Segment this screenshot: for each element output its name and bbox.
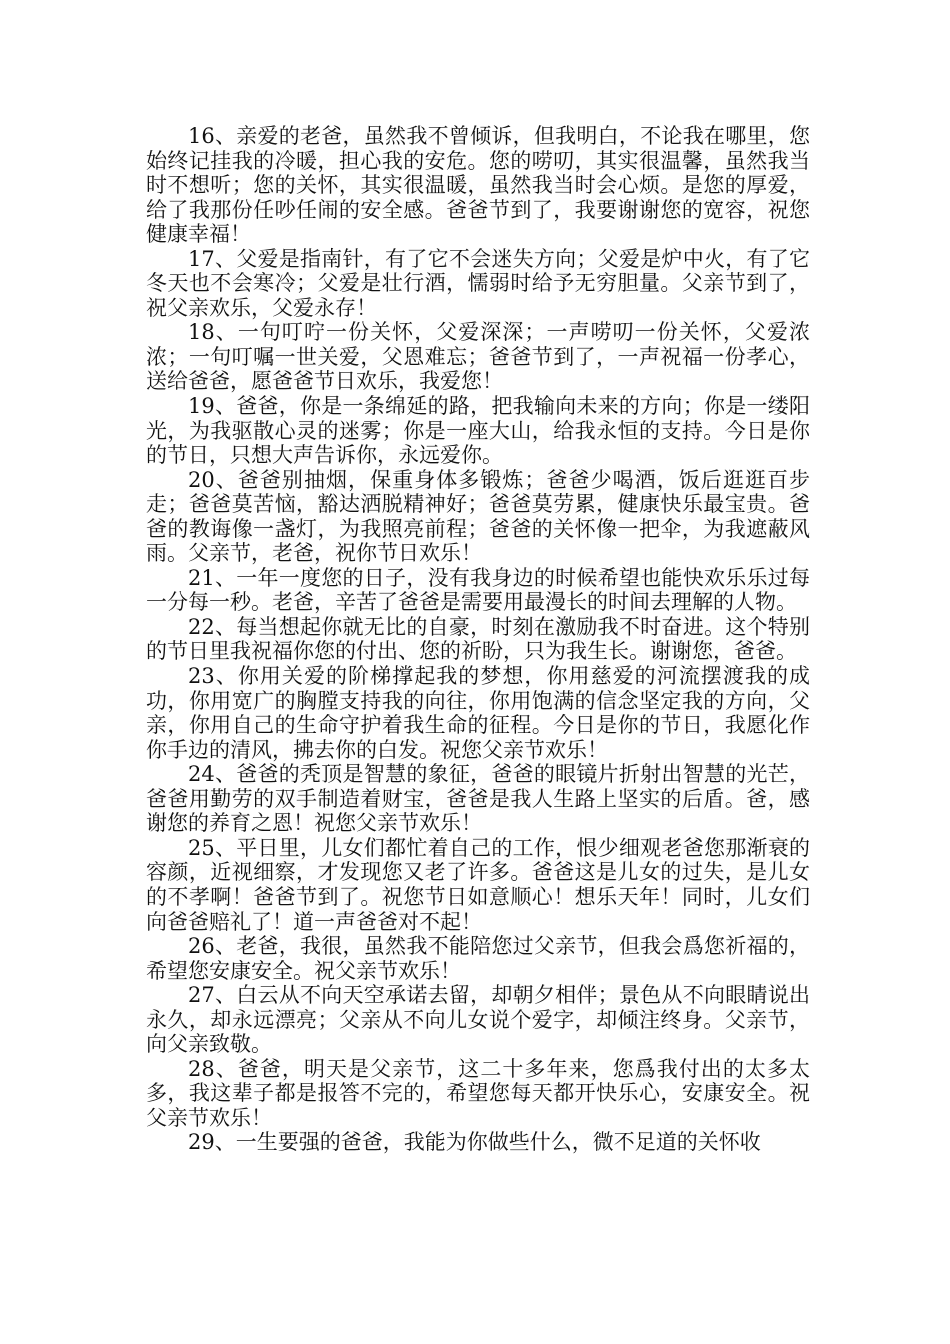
paragraph-18: 18、一句叮咛一份关怀，父爱深深；一声唠叨一份关怀，父爱浓浓；一句叮嘱一世关爱，父恩难忘；爸爸节到了，一声祝福一份孝心，送给爸爸，愿爸爸节日欢乐，我爱您！: [146, 320, 810, 394]
paragraph-19: 19、爸爸，你是一条绵延的路，把我输向未来的方向；你是一缕阳光，为我驱散心灵的迷雾；你是一座大山，给我永恒的支持。今日是你的节日，只想大声告诉你，永远爱你。: [146, 394, 810, 468]
paragraph-27: 27、白云从不向天空承诺去留，却朝夕相伴；景色从不向眼睛说出永久，却永远漂亮；父亲从不向儿女说个爱字，却倾注终身。父亲节，向父亲致敬。: [146, 983, 810, 1057]
paragraph-20: 20、爸爸别抽烟，保重身体多锻炼；爸爸少喝酒，饭后逛逛百步走；爸爸莫苦恼，豁达洒脱精神好；爸爸莫劳累，健康快乐最宝贵。爸爸的教诲像一盏灯，为我照亮前程；爸爸的关怀像一把伞，为我遮蔽风雨。父亲节，老爸，祝你节日欢乐！: [146, 467, 810, 566]
paragraph-24: 24、爸爸的秃顶是智慧的象征，爸爸的眼镜片折射出智慧的光芒，爸爸用勤劳的双手制造着财宝，爸爸是我人生路上坚实的后盾。爸，感谢您的养育之恩！祝您父亲节欢乐！: [146, 762, 810, 836]
paragraph-16: 16、亲爱的老爸，虽然我不曾倾诉，但我明白，不论我在哪里，您始终记挂我的冷暖，担心我的安危。您的唠叨，其实很温馨，虽然我当时不想听；您的关怀，其实很温暖，虽然我当时会心烦。是您的厚爱，给了我那份任吵任闹的安全感。爸爸节到了，我要谢谢您的宽容，祝您健康幸福！: [146, 124, 810, 247]
document-body: [146, 124, 810, 1155]
paragraph-22: 22、每当想起你就无比的自豪，时刻在激励我不时奋进。这个特别的节日里我祝福你您的付出、您的祈盼，只为我生长。谢谢您，爸爸。: [146, 614, 810, 664]
paragraph-21: 21、一年一度您的日子，没有我身边的时候希望也能快欢乐乐过每一分每一秒。老爸，辛苦了爸爸是需要用最漫长的时间去理解的人物。: [146, 565, 810, 615]
paragraph-17: 17、父爱是指南针，有了它不会迷失方向；父爱是炉中火，有了它冬天也不会寒冷；父爱是壮行酒，懦弱时给予无穷胆量。父亲节到了，祝父亲欢乐，父爱永存！: [146, 246, 810, 320]
paragraph-29: 29、一生要强的爸爸，我能为你做些什么，微不足道的关怀收: [188, 1130, 761, 1155]
paragraph-25: 25、平日里，儿女们都忙着自己的工作，恨少细观老爸您那渐衰的容颜，近视细察，才发现您又老了许多。爸爸这是儿女的过失，是儿女的不孝啊！爸爸节到了。祝您节日如意顺心！想乐天年！同时，儿女们向爸爸赔礼了！道一声爸爸对不起！: [146, 835, 810, 934]
paragraph-23: 23、你用关爱的阶梯撑起我的梦想，你用慈爱的河流摆渡我的成功，你用宽广的胸膛支持我的向往，你用饱满的信念坚定我的方向，父亲，你用自己的生命守护着我生命的征程。今日是你的节日，我愿化作你手边的清风，拂去你的白发。祝您父亲节欢乐！: [146, 664, 810, 762]
paragraph-26: 26、老爸，我很，虽然我不能陪您过父亲节，但我会爲您祈福的，希望您安康安全。祝父亲节欢乐！: [146, 934, 810, 983]
paragraph-28: 28、爸爸，明天是父亲节，这二十多年来，您爲我付出的太多太多，我这辈子都是报答不完的，希望您每天都开快乐心，安康安全。祝父亲节欢乐！: [146, 1056, 810, 1130]
